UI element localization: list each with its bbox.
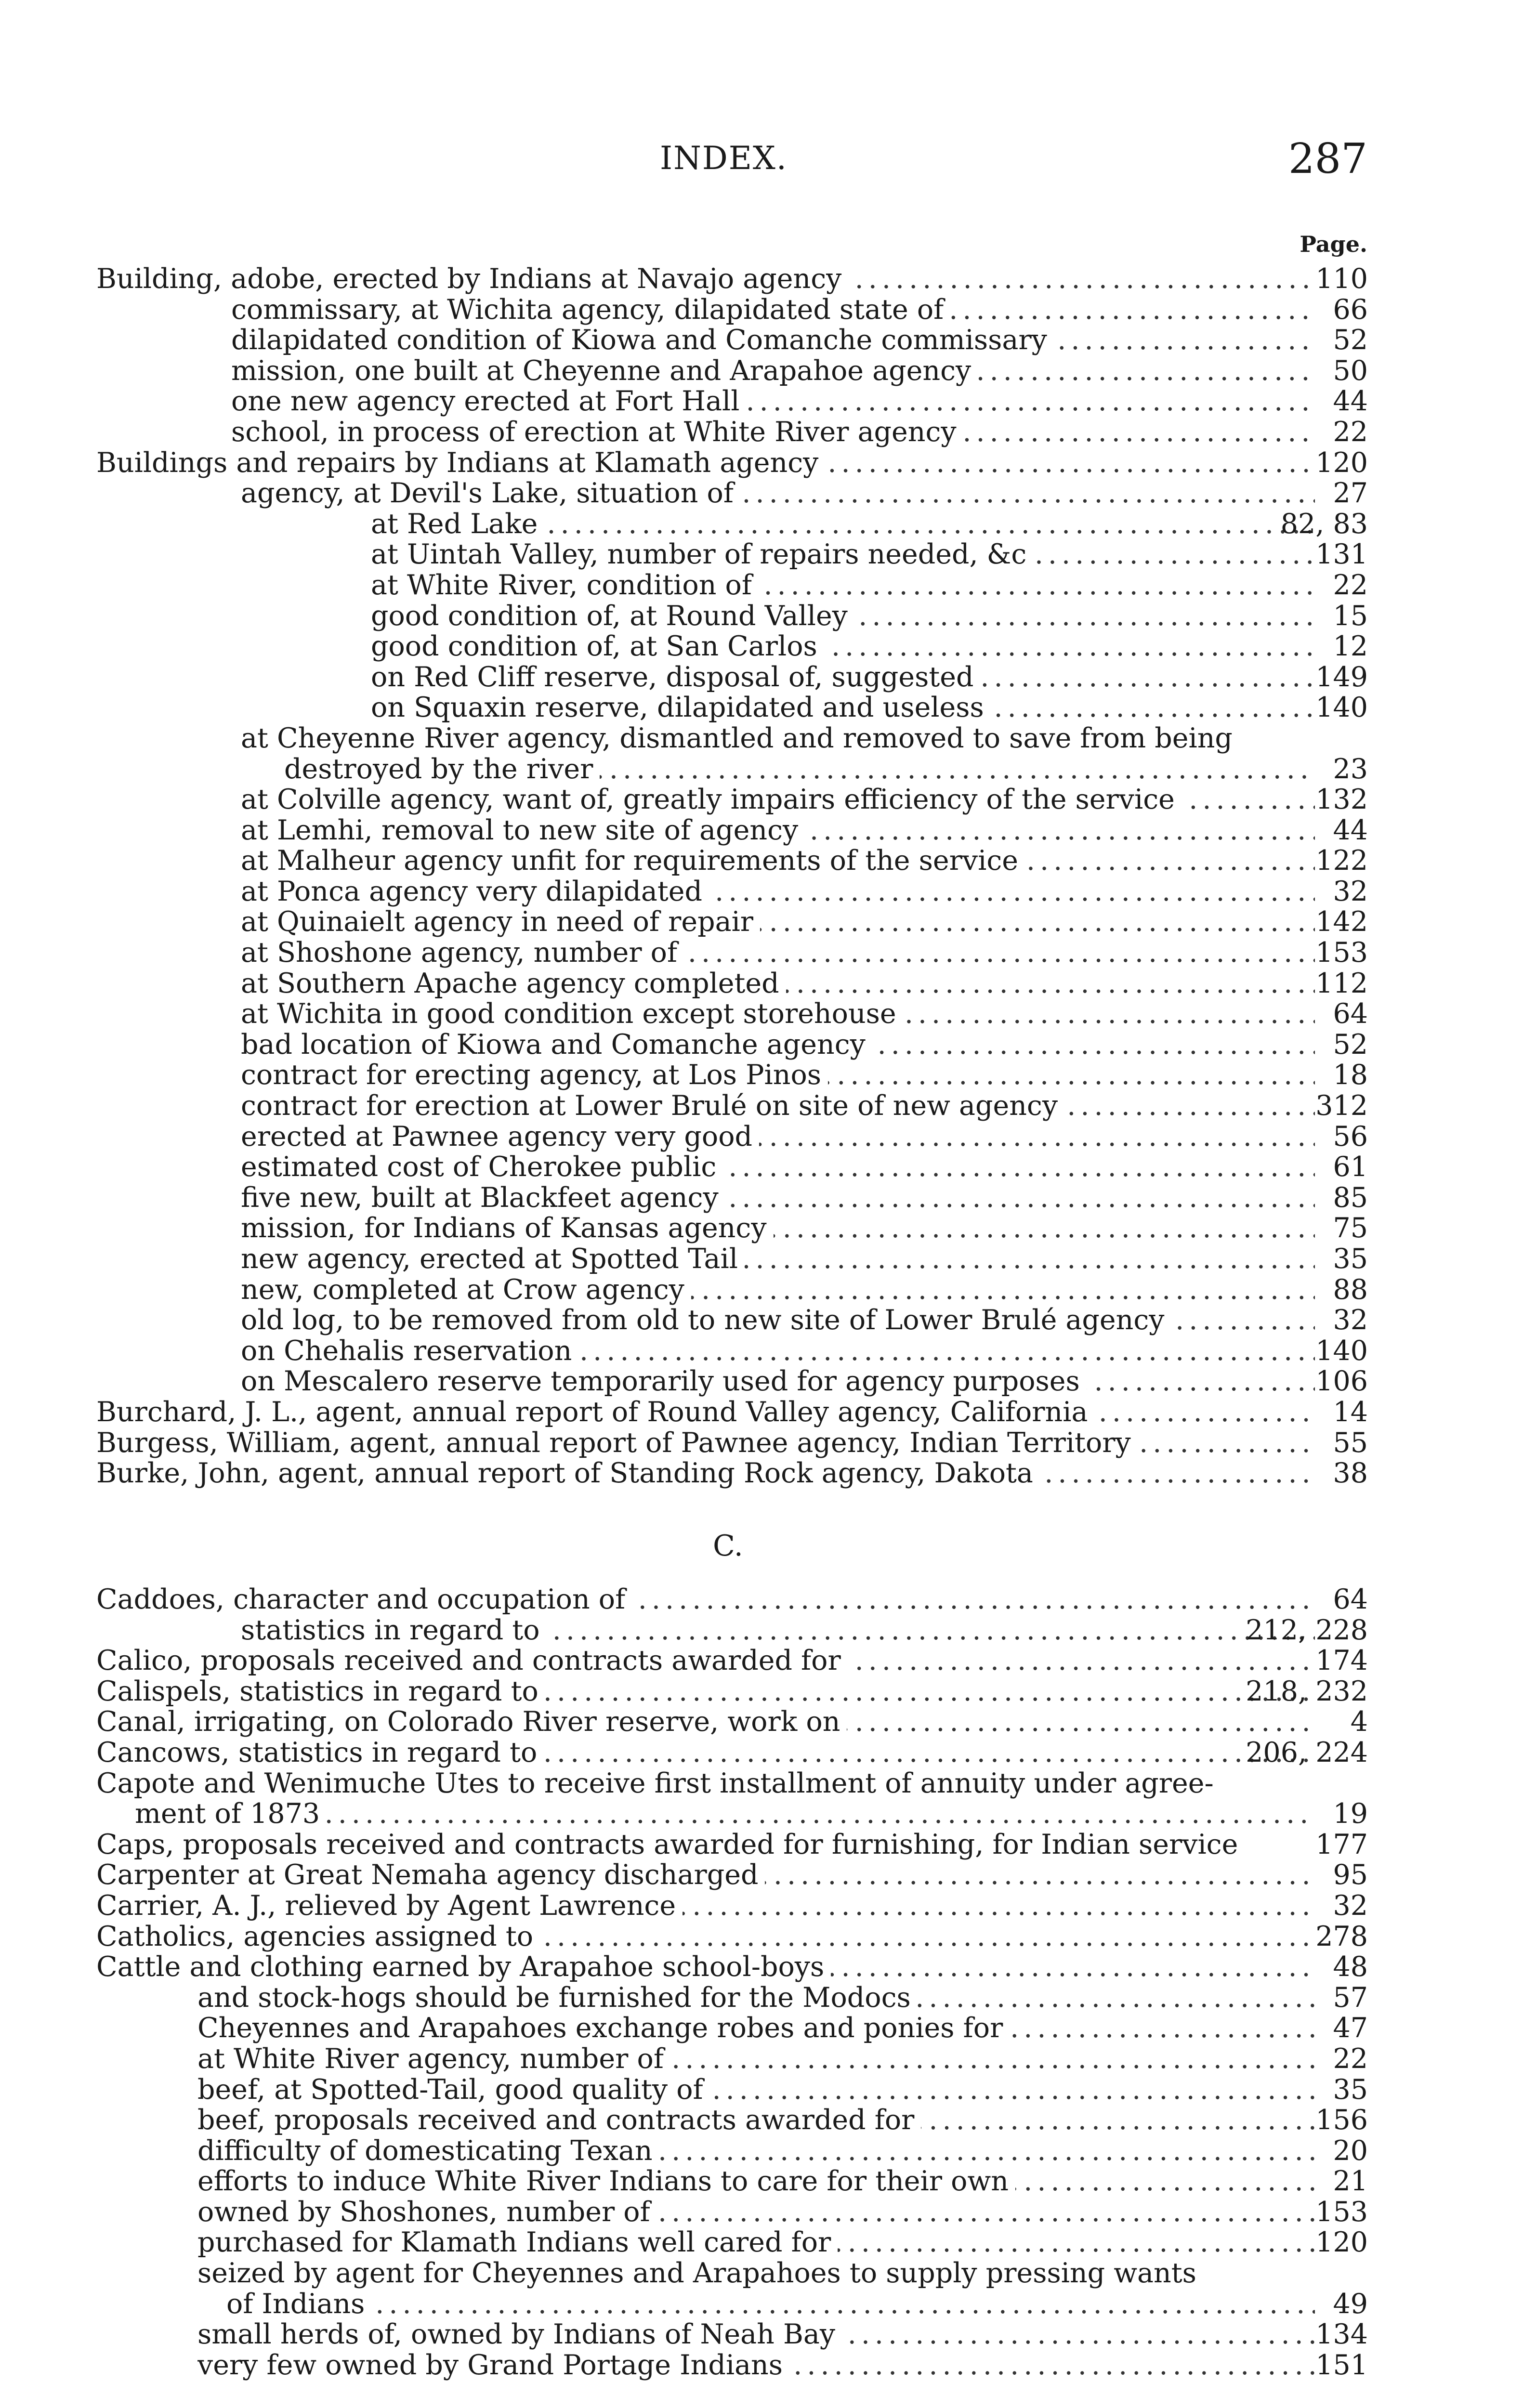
index-entry: [96, 295, 1368, 326]
index-entry-page: 44: [1333, 814, 1368, 846]
index-entry: [96, 1122, 1368, 1152]
index-entry: [96, 325, 1368, 356]
index-entry-text-wrap: [241, 1030, 1315, 1060]
index-entry-page: 132: [1315, 784, 1368, 816]
index-entry: [96, 1584, 1368, 1615]
index-entry-text-wrap: [96, 1676, 1315, 1707]
index-entry-page: 35: [1333, 1243, 1368, 1275]
index-entry-text: very few owned by Grand Portage Indians: [197, 2350, 789, 2381]
index-entry-text: Canal, irrigating, on Colorado River reserve, work on: [96, 1707, 847, 1738]
index-entry: [96, 2075, 1368, 2106]
index-entry: [96, 754, 1368, 785]
index-entry-text-wrap: [197, 1983, 1315, 2014]
index-entry: [96, 478, 1368, 509]
index-entry-page: 56: [1333, 1120, 1368, 1152]
index-entry: [96, 1799, 1368, 1830]
index-entry: [96, 2105, 1368, 2136]
index-entry-text: statistics in regard to: [241, 1615, 547, 1646]
index-entry-page: 22: [1333, 416, 1368, 448]
index-entry-text: Caps, proposals received and contracts awarded for furnishing, for Indian service: [96, 1830, 1245, 1860]
index-entry-text: on Mescalero reserve temporarily used for agency purposes: [241, 1366, 1087, 1397]
index-entry-page: 12: [1333, 630, 1368, 663]
index-entry: [96, 693, 1368, 723]
index-entry-page: 206, 224: [1246, 1736, 1368, 1768]
index-entry-text: Building, adobe, erected by Indians at Navajo agency: [96, 264, 848, 295]
index-entry-text: on Chehalis reservation: [241, 1336, 578, 1367]
index-entry-text: dilapidated condition of Kiowa and Comanche commissary: [231, 325, 1054, 356]
index-entry-text-wrap: [96, 264, 1315, 295]
index-entry-text-wrap: [197, 2075, 1315, 2106]
index-entry: [96, 601, 1368, 632]
index-entry-page: 156: [1315, 2104, 1368, 2136]
index-entry-text: difficulty of domesticating Texan: [197, 2136, 659, 2167]
index-entry-page: 140: [1315, 1335, 1368, 1367]
index-entry: [96, 1860, 1368, 1891]
page-number: 287: [1288, 135, 1367, 183]
index-entry-text: on Red Cliff reserve, disposal of, suggested: [371, 662, 981, 693]
index-entry: [96, 1152, 1368, 1183]
index-entry-text: agency, at Devil's Lake, situation of: [241, 478, 740, 509]
index-entry-text-wrap: [241, 1091, 1315, 1122]
index-entry-text: and stock-hogs should be furnished for the Modocs: [197, 1983, 918, 2014]
index-entry-text-wrap: [241, 785, 1315, 815]
index-entry: [96, 1275, 1368, 1306]
index-entry: [96, 1830, 1368, 1860]
index-entry-text-wrap: [241, 1060, 1315, 1091]
index-entries-c: [96, 1584, 1368, 2381]
index-entry-page: 75: [1333, 1212, 1368, 1244]
index-entry-text-wrap: [241, 938, 1315, 968]
index-entry-page: 15: [1333, 600, 1368, 632]
index-entry-text: ment of 1873: [135, 1799, 327, 1830]
index-entry-text: at Malheur agency unfit for requirements of the service: [241, 846, 1025, 877]
index-entry-page: 134: [1315, 2318, 1368, 2351]
index-entry: [96, 509, 1368, 540]
index-entry-page: 18: [1333, 1059, 1368, 1091]
index-entry-page: 88: [1333, 1273, 1368, 1306]
index-entry-text: Cancows, statistics in regard to: [96, 1738, 544, 1768]
index-entry-text: Capote and Wenimuche Utes to receive first installment of annuity under agree-: [96, 1768, 1221, 1799]
index-entry-text: contract for erecting agency, at Los Pinos: [241, 1060, 828, 1091]
index-entry-page: 153: [1315, 2196, 1368, 2228]
index-entry-text-wrap: [96, 1860, 1315, 1891]
index-entry-text: Burke, John, agent, annual report of Standing Rock agency, Dakota: [96, 1458, 1040, 1489]
index-entry: [96, 1615, 1368, 1646]
index-entry: [96, 2044, 1368, 2075]
index-entry: [96, 1646, 1368, 1676]
index-entry: [96, 1336, 1368, 1367]
index-entry-text-wrap: [241, 478, 1315, 509]
index-entry-page: 20: [1333, 2134, 1368, 2167]
index-entry: [96, 356, 1368, 387]
index-entry-text-wrap: [371, 509, 1315, 540]
index-entry-text: old log, to be removed from old to new site of Lower Brulé agency: [241, 1305, 1171, 1336]
index-entry: [96, 1030, 1368, 1060]
index-entry-page: 122: [1315, 845, 1368, 877]
index-entry-text-wrap: [96, 1646, 1315, 1676]
index-entry-text-wrap: [197, 2105, 1315, 2136]
index-entry-text: contract for erection at Lower Brulé on site of new agency: [241, 1091, 1064, 1122]
index-entry-page: 120: [1315, 2226, 1368, 2259]
index-entry-text-wrap: [96, 1397, 1315, 1428]
section-letter: C.: [713, 1529, 743, 1563]
index-entry-text-wrap: [197, 2044, 1315, 2075]
index-entry-text: seized by agent for Cheyennes and Arapahoes to supply pressing wants: [197, 2258, 1203, 2289]
index-entry-text-wrap: [241, 1305, 1315, 1336]
index-entry: [96, 386, 1368, 417]
index-entry: [96, 417, 1368, 448]
index-entry: [96, 1244, 1368, 1275]
index-entry: [96, 2258, 1368, 2289]
index-entry-text-wrap: [231, 295, 1315, 326]
index-entry: [96, 1983, 1368, 2014]
index-entry-text-wrap: [241, 1244, 1315, 1275]
index-entry-text-wrap: [96, 1584, 1315, 1615]
index-entry-text-wrap: [241, 877, 1315, 907]
index-entry: [96, 1738, 1368, 1768]
index-entry: [96, 2350, 1368, 2381]
index-entry-text-wrap: [96, 1952, 1315, 1983]
index-entry-page: 21: [1333, 2165, 1368, 2198]
index-entry-text-wrap: [241, 1275, 1315, 1306]
index-entry-text-wrap: [96, 448, 1315, 479]
index-entry-text-wrap: [231, 325, 1315, 356]
index-entry-text-wrap: [284, 754, 1315, 785]
index-entry-page: 4: [1350, 1706, 1368, 1738]
index-entry-text: Carpenter at Great Nemaha agency discharged: [96, 1860, 765, 1891]
index-entry-text: new, completed at Crow agency: [241, 1275, 691, 1306]
index-entry-page: 312: [1315, 1090, 1368, 1122]
index-entry-page: 22: [1333, 2042, 1368, 2075]
index-entry-page: 32: [1333, 1304, 1368, 1336]
index-entry-text: at Quinaielt agency in need of repair: [241, 907, 760, 938]
index-entry-page: 19: [1333, 1798, 1368, 1830]
index-entry-page: 14: [1333, 1396, 1368, 1428]
index-entry-text: Cattle and clothing earned by Arapahoe school-boys: [96, 1952, 831, 1983]
index-entry-page: 131: [1315, 538, 1368, 571]
index-entry-text: owned by Shoshones, number of: [197, 2197, 657, 2228]
index-entry-text: Carrier, A. J., relieved by Agent Lawrence: [96, 1891, 683, 1922]
index-entry: [96, 2166, 1368, 2197]
index-entry-text-wrap: [241, 1366, 1315, 1397]
index-entry: [96, 1428, 1368, 1459]
index-entry-page: 95: [1333, 1859, 1368, 1891]
index-entry-text: mission, for Indians of Kansas agency: [241, 1213, 774, 1244]
index-entry-page: 218, 232: [1246, 1675, 1368, 1707]
index-entry-text: erected at Pawnee agency very good: [241, 1122, 759, 1152]
index-entry-page: 44: [1333, 385, 1368, 418]
index-entry-text: school, in process of erection at White River agency: [231, 417, 963, 448]
index-entry-page: 66: [1333, 293, 1368, 326]
index-entry-text: new agency, erected at Spotted Tail: [241, 1244, 745, 1275]
index-entry: [96, 2197, 1368, 2228]
index-entry-text-wrap: [241, 1213, 1315, 1244]
index-entry: [96, 999, 1368, 1030]
index-entries-b: [96, 264, 1368, 1489]
index-entry: [96, 723, 1368, 754]
index-entry-page: 49: [1333, 2288, 1368, 2320]
index-entry-text-wrap: [371, 662, 1315, 693]
index-entry-page: 212, 228: [1246, 1614, 1368, 1646]
index-entry: [96, 1183, 1368, 1214]
index-entry-text: at Colville agency, want of, greatly impairs efficiency of the service: [241, 785, 1182, 815]
index-entry-text: at White River agency, number of: [197, 2044, 670, 2075]
index-entry-text: beef, proposals received and contracts awarded for: [197, 2105, 921, 2136]
index-entry-text-wrap: [96, 1891, 1315, 1922]
index-entry-text: Cheyennes and Arapahoes exchange robes and ponies for: [197, 2013, 1010, 2044]
index-entry-text: commissary, at Wichita agency, dilapidated state of: [231, 295, 950, 326]
index-entry-page: 27: [1333, 477, 1368, 510]
index-entry-text: at Ponca agency very dilapidated: [241, 877, 709, 907]
index-entry-text: Caddoes, character and occupation of: [96, 1584, 632, 1615]
index-entry-text: mission, one built at Cheyenne and Arapahoe agency: [231, 356, 978, 387]
index-entry: [96, 1676, 1368, 1707]
index-entry-page: 38: [1333, 1457, 1368, 1490]
index-entry-text-wrap: [241, 999, 1315, 1030]
index-entry-text: Calico, proposals received and contracts awarded for: [96, 1646, 848, 1676]
index-entry-text-wrap: [197, 2350, 1315, 2381]
index-entry-text-wrap: [197, 2197, 1315, 2228]
index-entry: [96, 264, 1368, 295]
index-entry-text: of Indians: [226, 2289, 371, 2320]
index-entry: [96, 1397, 1368, 1428]
index-entry: [96, 2136, 1368, 2167]
index-entry-text-wrap: [371, 570, 1315, 601]
index-entry-text-wrap: [96, 1458, 1315, 1489]
index-entry-text: good condition of, at San Carlos: [371, 631, 824, 662]
index-entry-text: at Southern Apache agency completed: [241, 968, 786, 999]
index-entry: [96, 539, 1368, 570]
index-entry-text-wrap: [96, 1707, 1315, 1738]
index-entry-page: 35: [1333, 2073, 1368, 2106]
index-entry-page: 140: [1315, 692, 1368, 724]
index-entry-text: at Red Lake: [371, 509, 544, 540]
index-entry-page: 50: [1333, 354, 1368, 387]
index-entry-page: 142: [1315, 906, 1368, 938]
index-entry: [96, 785, 1368, 815]
index-entry-text-wrap: [241, 1122, 1315, 1152]
index-entry-page: 64: [1333, 1584, 1368, 1615]
index-entry-text: purchased for Klamath Indians well cared for: [197, 2227, 838, 2258]
index-entry-text: Burgess, William, agent, annual report of Pawnee agency, Indian Territory: [96, 1428, 1138, 1459]
index-entry-page: 174: [1315, 1645, 1368, 1677]
index-entry: [96, 662, 1368, 693]
index-entry-page: 112: [1315, 967, 1368, 999]
index-entry-text: Burchard, J. L., agent, annual report of Round Valley agency, California: [96, 1397, 1094, 1428]
index-entry-page: 57: [1333, 1981, 1368, 2014]
index-entry: [96, 815, 1368, 846]
index-entry: [96, 907, 1368, 938]
index-entry: [96, 2227, 1368, 2258]
index-entry-text: at White River, condition of: [371, 570, 759, 601]
index-entry-text-wrap: [197, 2136, 1315, 2167]
index-entry-page: 52: [1333, 324, 1368, 356]
index-entry-text-wrap: [241, 1152, 1315, 1183]
index-entry-text-wrap: [241, 815, 1315, 846]
index-entry: [96, 877, 1368, 907]
page-column-heading: Page.: [1300, 231, 1367, 257]
index-entry: [96, 1366, 1368, 1397]
index-entry: [96, 570, 1368, 601]
index-entry-text-wrap: [96, 1738, 1315, 1768]
index-entry: [96, 1213, 1368, 1244]
index-entry: [96, 1091, 1368, 1122]
index-entry-text-wrap: [231, 386, 1315, 417]
index-entry-text-wrap: [241, 907, 1315, 938]
index-entry-page: 48: [1333, 1951, 1368, 1983]
index-entry-text-wrap: [135, 1799, 1315, 1830]
index-entry-text-wrap: [197, 2227, 1315, 2258]
index-entry-text: estimated cost of Cherokee public: [241, 1152, 723, 1183]
index-entry-text-wrap: [197, 2013, 1315, 2044]
index-entry: [96, 448, 1368, 479]
index-entry: [96, 1458, 1368, 1489]
index-entry-text-wrap: [197, 2258, 1315, 2289]
index-entry-text-wrap: [241, 846, 1315, 877]
index-entry-text-wrap: [197, 2166, 1315, 2197]
index-entry-page: 82, 83: [1280, 508, 1368, 540]
index-entry: [96, 938, 1368, 968]
index-entry-page: 61: [1333, 1151, 1368, 1183]
index-entry-text: five new, built at Blackfeet agency: [241, 1183, 725, 1214]
index-entry-text-wrap: [241, 1336, 1315, 1367]
index-entry-text-wrap: [371, 539, 1315, 570]
index-entry: [96, 2013, 1368, 2044]
index-entry-page: 106: [1315, 1365, 1368, 1398]
running-title: INDEX.: [660, 140, 788, 177]
index-entry: [96, 968, 1368, 999]
index-entry: [96, 2319, 1368, 2350]
index-entry-text: small herds of, owned by Indians of Neah Bay: [197, 2319, 842, 2350]
index-entry-text: Calispels, statistics in regard to: [96, 1676, 545, 1707]
index-entry-page: 22: [1333, 569, 1368, 601]
index-entry-page: 153: [1315, 937, 1368, 969]
index-entry-page: 110: [1315, 263, 1368, 295]
index-entry-page: 278: [1315, 1920, 1368, 1952]
index-entry: [96, 1922, 1368, 1952]
index-entry-text: at Cheyenne River agency, dismantled and removed to save from being: [241, 723, 1239, 754]
index-entry-text-wrap: [96, 1830, 1315, 1860]
index-entry-text-wrap: [96, 1768, 1315, 1799]
index-entry: [96, 631, 1368, 662]
index-entry-page: 47: [1333, 2012, 1368, 2044]
index-entry-page: 177: [1315, 1828, 1368, 1860]
index-entry-text: at Lemhi, removal to new site of agency: [241, 815, 805, 846]
index-entry: [96, 846, 1368, 877]
index-entry-text: destroyed by the river: [284, 754, 600, 785]
index-entry-page: 85: [1333, 1181, 1368, 1214]
index-entry-text-wrap: [96, 1922, 1315, 1952]
index-entry: [96, 1060, 1368, 1091]
index-entry-page: 151: [1315, 2349, 1368, 2381]
index-entry-text: at Shoshone agency, number of: [241, 938, 684, 968]
index-entry: [96, 1305, 1368, 1336]
index-entry-page: 149: [1315, 661, 1368, 693]
index-entry: [96, 1707, 1368, 1738]
index-entry-page: 52: [1333, 1028, 1368, 1060]
index-entry-page: 55: [1333, 1426, 1368, 1459]
index-entry-text-wrap: [371, 601, 1315, 632]
index-entry-page: 32: [1333, 875, 1368, 907]
index-entry-text-wrap: [241, 1615, 1315, 1646]
index-entry-text-wrap: [371, 631, 1315, 662]
index-entry: [96, 1891, 1368, 1922]
index-entry-text: good condition of, at Round Valley: [371, 601, 854, 632]
index-entry-text-wrap: [371, 693, 1315, 723]
index-entry-text-wrap: [241, 968, 1315, 999]
index-entry-text: at Uintah Valley, number of repairs needed, &c: [371, 539, 1033, 570]
index-entry: [96, 2289, 1368, 2320]
index-entry-text: on Squaxin reserve, dilapidated and useless: [371, 693, 991, 723]
index-entry: [96, 1952, 1368, 1983]
index-entry-text-wrap: [241, 1183, 1315, 1214]
index-entry-text-wrap: [231, 417, 1315, 448]
index-entry-text: efforts to induce White River Indians to care for their own: [197, 2166, 1015, 2197]
index-entry-text-wrap: [96, 1428, 1315, 1459]
index-entry-text-wrap: [241, 723, 1315, 754]
index-entry-text: one new agency erected at Fort Hall: [231, 386, 746, 417]
index-entry-text: Buildings and repairs by Indians at Klamath agency: [96, 448, 825, 479]
index-entry-text-wrap: [197, 2319, 1315, 2350]
index-entry-text: beef, at Spotted-Tail, good quality of: [197, 2075, 710, 2106]
index-entry-page: 64: [1333, 998, 1368, 1030]
index-entry-text: Catholics, agencies assigned to: [96, 1922, 540, 1952]
index-entry-text: at Wichita in good condition except storehouse: [241, 999, 903, 1030]
index-entry-text-wrap: [226, 2289, 1315, 2320]
index-entry-text-wrap: [231, 356, 1315, 387]
index-entry-page: 120: [1315, 446, 1368, 479]
index-entry: [96, 1768, 1368, 1799]
index-entry-page: 23: [1333, 753, 1368, 785]
index-entry-text: bad location of Kiowa and Comanche agency: [241, 1030, 872, 1060]
index-entry-page: 32: [1333, 1889, 1368, 1922]
